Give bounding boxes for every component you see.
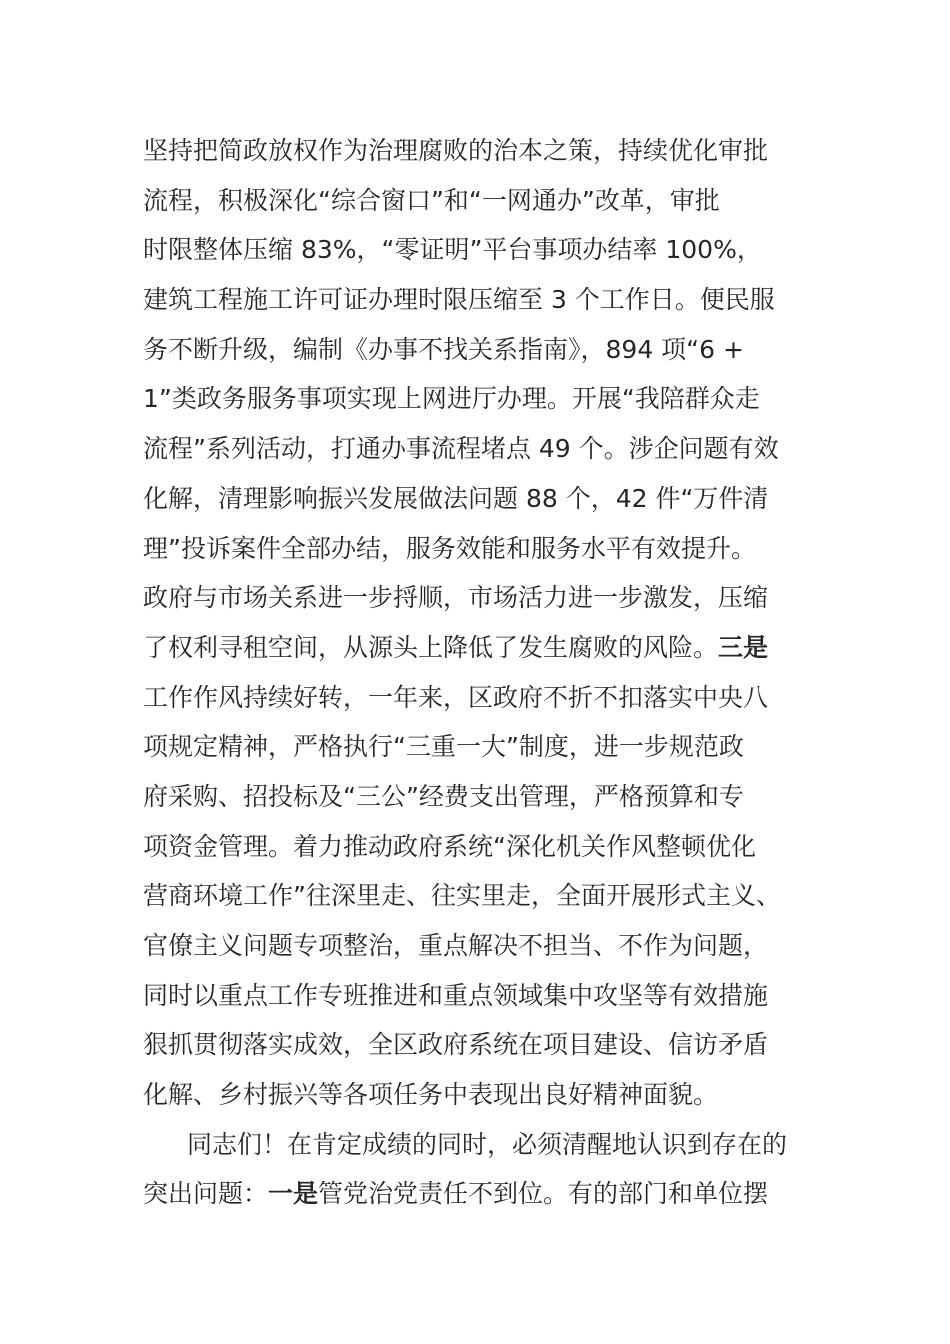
- text-segment: 同志们！在肯定成绩的同时，必须清醒地认识到存在的: [187, 1129, 788, 1159]
- text-segment: 坚持把简政放权作为治理腐败的治本之策，持续优化审批: [143, 136, 769, 165]
- text-segment: 府采购、招投标及“三公”经费支出管理，严格预算和专: [143, 781, 744, 811]
- text-segment: 工作作风持续好转，一年来，区政府不折不扣落实中央八: [143, 682, 769, 712]
- text-line: [143, 871, 808, 921]
- text-segment: 流程，积极深化“综合窗口”和“一网通办”改革，审批: [143, 185, 720, 215]
- emphasis-text: 三是: [718, 632, 769, 662]
- text-line: [143, 573, 808, 623]
- text-line: [143, 126, 808, 176]
- text-segment: 1”类政务服务事项实现上网进厅办理。开展“我陪群众走: [143, 384, 760, 414]
- text-line: [143, 722, 808, 772]
- text-line: [143, 325, 808, 375]
- text-segment: 同时以重点工作专班推进和重点领域集中攻坚等有效措施: [143, 980, 769, 1010]
- text-segment: 务不断升级，编制《办事不找关系指南》，894 项“6 +: [143, 334, 744, 364]
- emphasis-text: 一是: [268, 1179, 319, 1209]
- text-segment: 化解，清理影响振兴发展做法问题 88 个，42 件“万件清: [143, 483, 769, 513]
- text-segment: 项资金管理。着力推动政府系统“深化机关作风整顿优化: [143, 831, 756, 861]
- body-text: [143, 126, 808, 1219]
- text-segment: 政府与市场关系进一步捋顺，市场活力进一步激发，压缩: [143, 583, 769, 613]
- text-segment: 营商环境工作”往深里走、往实里走，全面开展形式主义、: [143, 881, 781, 911]
- text-line: [143, 1020, 808, 1070]
- text-segment: 项规定精神，严格执行“三重一大”制度，进一步规范政: [143, 732, 744, 762]
- text-segment: 理”投诉案件全部办结，服务效能和服务水平有效提升。: [143, 533, 756, 563]
- text-line: [143, 623, 808, 673]
- text-line: [143, 424, 808, 474]
- text-line: [143, 921, 808, 971]
- text-line: [143, 474, 808, 524]
- text-line: [143, 275, 808, 325]
- text-line: [143, 971, 808, 1021]
- text-line: [143, 822, 808, 872]
- text-segment: 时限整体压缩 83%，“零证明”平台事项办结率 100%，: [143, 235, 762, 265]
- text-line: [143, 225, 808, 275]
- text-line: [143, 673, 808, 723]
- text-segment: 流程”系列活动，打通办事流程堵点 49 个。涉企问题有效: [143, 434, 779, 464]
- text-segment: 了权利寻租空间，从源头上降低了发生腐败的风险。: [143, 632, 719, 662]
- text-segment: 建筑工程施工许可证办理时限压缩至 3 个工作日。便民服: [143, 285, 775, 315]
- text-segment: 官僚主义问题专项整治，重点解决不担当、不作为问题，: [143, 931, 769, 960]
- text-segment: 化解、乡村振兴等各项任务中表现出良好精神面貌。: [143, 1080, 719, 1110]
- text-line: [143, 374, 808, 424]
- text-line: [143, 1169, 808, 1219]
- text-line: [143, 1070, 808, 1120]
- text-line: [143, 524, 808, 574]
- text-segment: 狠抓贯彻落实成效，全区政府系统在项目建设、信访矛盾: [143, 1030, 769, 1060]
- text-segment: 管党治党责任不到位。有的部门和单位摆: [318, 1179, 769, 1209]
- text-line: [143, 772, 808, 822]
- text-line: [143, 1120, 808, 1170]
- text-line: [143, 176, 808, 226]
- text-segment: 突出问题：: [143, 1179, 269, 1209]
